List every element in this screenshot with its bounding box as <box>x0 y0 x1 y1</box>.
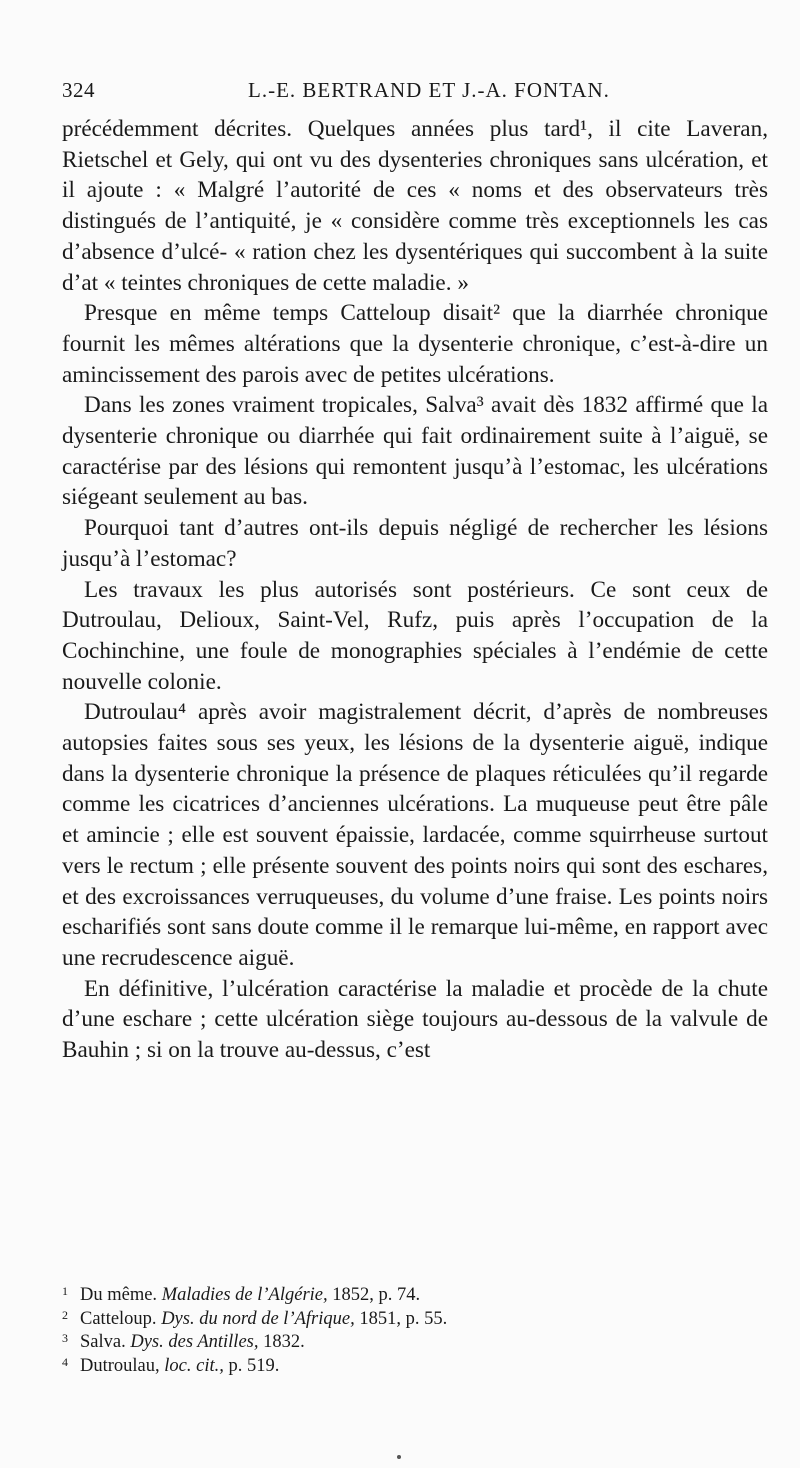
footnote-mark: 2 <box>62 1307 68 1322</box>
ink-speck <box>397 1455 401 1459</box>
footnote-title: loc. cit., <box>164 1355 224 1376</box>
body-text <box>62 114 768 1066</box>
footnote-ref: 1832. <box>263 1332 305 1352</box>
paragraph: En définitive, l’ulcération caractérise la maladie et procède de la chute d’une eschare ; cette ulcération siège toujours au-dessous de la valvule de Bauhin ; si on la trouve au-dessus, c’est <box>62 975 768 1064</box>
page-number: 324 <box>62 78 95 102</box>
footnote <box>62 1355 768 1379</box>
footnote-mark: 1 <box>62 1284 68 1298</box>
footnote-title: Dys. du nord de l’Afrique, <box>161 1308 355 1329</box>
footnote-ref: 1852, p. 74. <box>332 1285 421 1305</box>
footnote-author: Salva. <box>80 1332 126 1352</box>
footnote-title: Maladies de l’Algérie, <box>161 1285 328 1305</box>
paragraph: Presque en même temps Catteloup disait² que la diarrhée chronique fournit les mêmes altérations que la dysenterie chronique, c’est-à-dire un amincissement des parois avec de petites ulcérations. <box>62 300 768 388</box>
paragraph: précédemment décrites. Quelques années plus tard¹, il cite Laveran, Rietschel et Gely, qui ont vu des dysenteries chroniques sans ulcération, et il ajoute : « Malgré l’autorité de ces « noms et des observateurs très distingués de l’antiquité, je « considère comme très exceptionnels les cas d’absence d’ulcé- « ration chez les dysentériques qui succombent à la suite d’at « teintes chroniques de cette maladie. » <box>62 116 768 296</box>
footnote-ref: 1851, p. 55. <box>359 1308 448 1329</box>
paragraph: Dans les zones vraiment tropicales, Salva³ avait dès 1832 affirmé que la dysenterie chronique ou diarrhée qui fait ordinairement suite à l’aiguë, se caractérise par des lésions qui remontent jusqu’à l’estomac, les ulcérations siégeant seulement au bas. <box>62 392 768 511</box>
running-head: L.-E. BERTRAND ET J.-A. FONTAN. <box>248 78 610 102</box>
footnotes <box>62 1284 768 1378</box>
footnote <box>62 1331 768 1355</box>
page <box>62 74 768 1066</box>
footnote <box>62 1284 768 1308</box>
page-header <box>62 74 768 110</box>
paragraph: Pourquoi tant d’autres ont-ils depuis négligé de rechercher les lésions jusqu’à l’estomac? <box>62 515 768 572</box>
footnote-author: Du même. <box>80 1285 158 1305</box>
footnote-mark: 3 <box>62 1331 68 1345</box>
footnote-title: Dys. des Antilles, <box>130 1332 259 1352</box>
footnote-author: Catteloup. <box>80 1308 157 1329</box>
footnote <box>62 1308 768 1332</box>
footnote-author: Dutroulau, <box>80 1355 160 1376</box>
footnote-mark: 4 <box>62 1354 68 1369</box>
footnote-ref: p. 519. <box>228 1355 280 1376</box>
paragraph: Dutroulau⁴ après avoir magistralement décrit, d’après de nombreuses autopsies faites sous ses yeux, les lésions de la dysenterie aiguë, indique dans la dysenterie chronique la présence de plaques réticulées qu’il regarde comme les cicatrices d’anciennes ulcérations. La muqueuse peut être pâle et amincie ; elle est souvent épaissie, lardacée, comme squirrheuse surtout vers le rectum ; elle présente souvent des points noirs qui sont des eschares, et des excroissances verruqueuses, du volume d’une fraise. Les points noirs escharifiés sont sans doute comme il le remarque lui-même, en rapport avec une recrudescence aiguë. <box>62 699 768 971</box>
paragraph: Les travaux les plus autorisés sont postérieurs. Ce sont ceux de Dutroulau, Delioux, Saint-Vel, Rufz, puis après l’occupation de la Cochinchine, une foule de monographies spéciales à l’endémie de cette nouvelle colonie. <box>62 576 768 695</box>
